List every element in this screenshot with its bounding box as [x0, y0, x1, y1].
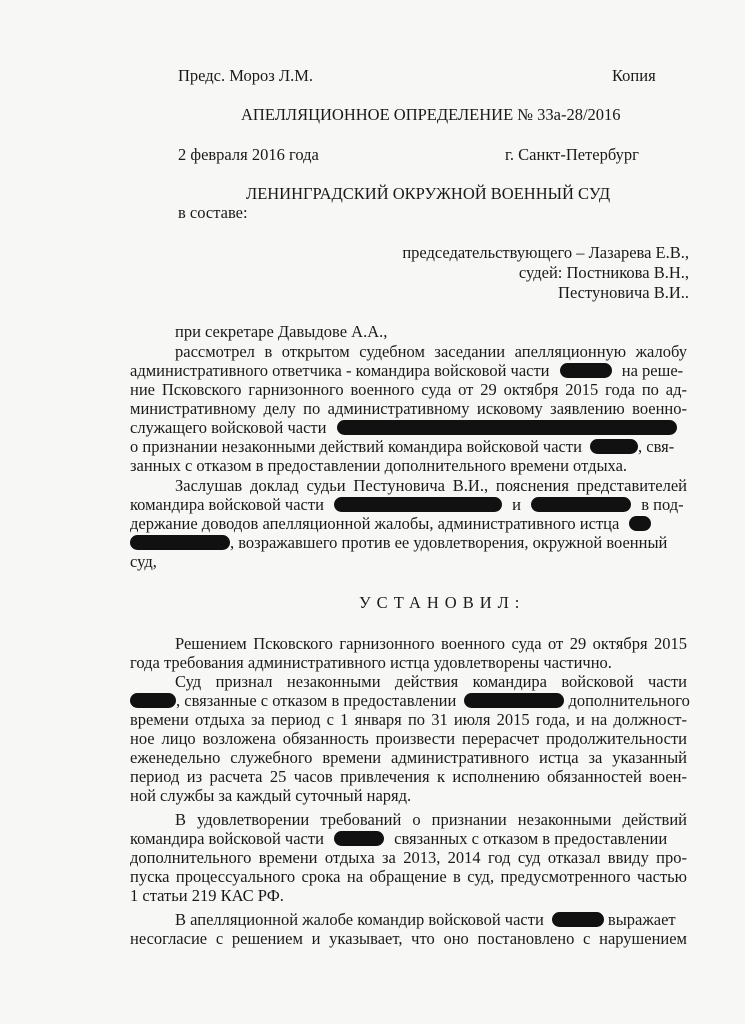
panel-judge-1: судей: Постникова В.Н.,: [518, 263, 689, 282]
section-heading-established: УСТАНОВИЛ:: [359, 593, 526, 612]
intro-line-6-text: служащего войсковой части: [130, 418, 327, 437]
intro-line-3: [130, 361, 684, 381]
body-p2-line-2: [130, 691, 690, 711]
intro-line-10: [130, 495, 684, 515]
document-date: 2 февраля 2016 года: [178, 145, 319, 164]
body-p2-line-2-text: , связанные с отказом в предоставлении: [176, 691, 457, 710]
body-p2-line-2-end: дополнительного: [568, 691, 690, 710]
intro-line-12-text: , возражавшего против ее удовлетворения, окружной военный: [230, 533, 668, 552]
redaction: [560, 363, 612, 378]
redaction: [130, 693, 176, 708]
body-p3-line-4: пуска процессуального срока на обращение в суд, предусмотренного частью: [130, 867, 687, 886]
body-p3-line-2-text: командира войсковой части: [130, 829, 324, 848]
body-p3-line-2-end: связанных с отказом в предоставлении: [394, 829, 668, 848]
body-p4-line-1: [175, 910, 676, 930]
body-p2-line-6: период из расчета 25 часов привлечения к исполнению обязанностей воен-: [130, 767, 687, 786]
document-title: АПЕЛЛЯЦИОННОЕ ОПРЕДЕЛЕНИЕ № 33а-28/2016: [241, 105, 621, 124]
body-p2-line-7: ной службы за каждый суточный наряд.: [130, 786, 412, 805]
body-p1-line-1: Решением Псковского гарнизонного военного суда от 29 октября 2015: [175, 634, 687, 653]
panel-judge-2: Пестуновича В.И..: [558, 283, 689, 302]
redaction: [334, 497, 502, 512]
intro-line-8: занных с отказом в предоставлении дополнительного времени отдыха.: [130, 456, 628, 475]
body-p2-line-5: еженедельно служебного времени административного истца за указанный: [130, 748, 687, 767]
court-name: ЛЕНИНГРАДСКИЙ ОКРУЖНОЙ ВОЕННЫЙ СУД: [246, 184, 611, 203]
redaction: [337, 420, 677, 435]
intro-line-11: [130, 514, 651, 534]
presiding-judge-note: Предс. Мороз Л.М.: [178, 66, 314, 85]
body-p3-line-1: В удовлетворении требований о признании незаконными действий: [175, 810, 687, 829]
document-city: г. Санкт-Петербург: [505, 145, 639, 164]
intro-line-9: Заслушав доклад судьи Пестуновича В.И., пояснения представителей: [175, 476, 687, 495]
intro-line-12: [130, 533, 667, 553]
copy-mark: Копия: [612, 66, 656, 85]
intro-line-2: рассмотрел в открытом судебном заседании апелляционную жалобу: [175, 342, 687, 361]
intro-line-7-text: о признании незаконными действий командира войсковой части: [130, 437, 582, 456]
intro-line-10-end: в под-: [641, 495, 684, 514]
body-p3-line-3: дополнительного времени отдыха за 2013, 2014 год суд отказал ввиду про-: [130, 848, 687, 867]
redaction: [531, 497, 631, 512]
intro-line-13: суд,: [130, 552, 157, 571]
body-p2-line-1: Суд признал незаконными действия командира войсковой части: [175, 672, 687, 691]
secretary-line: при секретаре Давыдове А.А.,: [175, 322, 388, 341]
body-p2-line-4: ное лицо возложена обязанность произвести перерасчет продолжительности: [130, 729, 687, 748]
intro-line-4: ние Псковского гарнизонного военного суда от 29 октября 2015 года по ад-: [130, 380, 687, 399]
intro-line-5: министративному делу по административному исковому заявлению военно-: [130, 399, 687, 418]
redaction: [334, 831, 384, 846]
body-p3-line-2: [130, 829, 667, 849]
panel-chair: председательствующего – Лазарева Е.В.,: [402, 243, 689, 262]
redaction: [464, 693, 564, 708]
redaction: [590, 439, 638, 454]
composition-label: в составе:: [178, 203, 248, 222]
intro-line-3-end: на реше-: [621, 361, 684, 380]
body-p4-line-2: несогласие с решением и указывает, что оно постановлено с нарушением: [130, 929, 687, 948]
intro-line-6: [130, 418, 677, 438]
intro-line-3-text: административного ответчика - командира войсковой части: [130, 361, 550, 380]
redaction: [629, 516, 651, 531]
body-p3-line-5: 1 статьи 219 КАС РФ.: [130, 886, 284, 905]
redaction: [552, 912, 604, 927]
intro-line-7: [130, 437, 674, 457]
body-p2-line-3: времени отдыха за период с 1 января по 31 июля 2015 года, и на должност-: [130, 710, 687, 729]
redaction: [130, 535, 230, 550]
intro-line-7-end: , свя-: [638, 437, 675, 456]
body-p1-line-2: года требования административного истца удовлетворены частично.: [130, 653, 612, 672]
body-p4-line-1-text: В апелляционной жалобе командир войсковой части: [175, 910, 544, 929]
intro-line-10-text: командира войсковой части: [130, 495, 324, 514]
intro-line-10-and: и: [512, 495, 521, 514]
body-p4-line-1-end: выражает: [607, 910, 676, 929]
intro-line-11-text: держание доводов апелляционной жалобы, административного истца: [130, 514, 620, 533]
